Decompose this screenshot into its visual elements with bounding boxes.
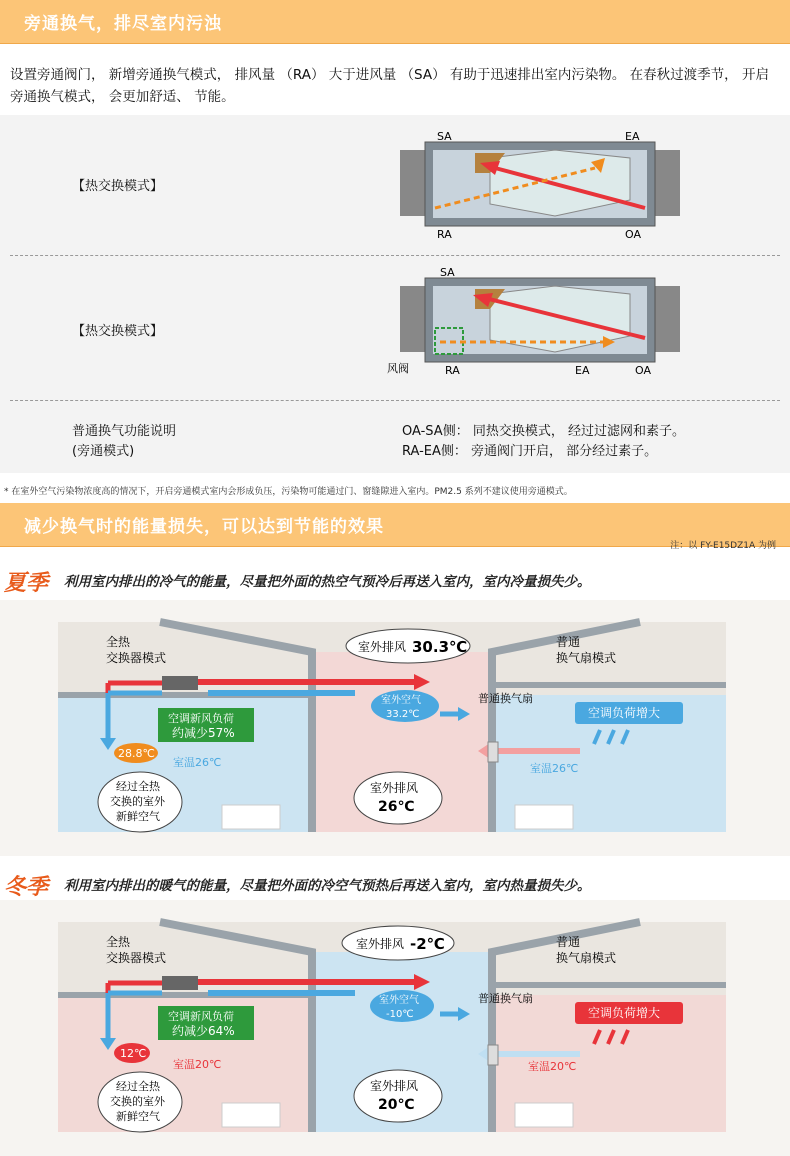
section-title: 减少换气时的能量损失，可以达到节能的效果 <box>24 517 384 537</box>
sofa-left <box>222 805 280 829</box>
exhaust-temp: -2℃ <box>410 935 445 953</box>
exhaust2-temp: 20℃ <box>378 1097 415 1113</box>
mode-label-1: 【热交换模式】 <box>72 179 164 194</box>
exhaust2-temp: 26℃ <box>378 799 415 815</box>
label-ea: EA <box>625 130 640 143</box>
oa-sa-desc: OA-SA侧： 同热交换模式， 经过过滤网和素子。 <box>402 424 685 439</box>
heat-exchanger-unit <box>162 976 198 990</box>
model-note: 注：以 FY-E15DZ1A 为例 <box>670 541 776 551</box>
hx-mode-2: 交换器模式 <box>106 651 167 665</box>
divider <box>10 400 780 401</box>
fan-unit <box>488 1045 498 1065</box>
exhaust-temp: 30.3℃ <box>412 638 468 656</box>
label-sa: SA <box>437 130 452 143</box>
label-oa: OA <box>625 228 641 241</box>
supply-temp: 12℃ <box>120 1047 147 1060</box>
normal-mode-2: 换气扇模式 <box>556 951 617 965</box>
hx-mode-1: 全热 <box>106 935 131 949</box>
normal-mode-2: 换气扇模式 <box>556 651 617 665</box>
fan-label: 普通换气扇 <box>478 992 533 1005</box>
mode-label-2: 【热交换模式】 <box>72 324 164 339</box>
bubble-text-2: 交换的室外 <box>110 1095 165 1108</box>
label-ra: RA <box>437 228 452 241</box>
outdoor-air-label: 室外空气 <box>381 695 421 706</box>
bubble-text-1: 经过全热 <box>116 1080 160 1093</box>
intro-text: 设置旁通阀门， 新增旁通换气模式， 排风量 （RA） 大于进风量 （SA） 有助于迅速排出室内污染物。 在春秋过渡季节， 开启旁通换气模式， 会更加舒适、 节能。 <box>10 67 769 105</box>
ac-load-text: 空调负荷增大 <box>588 1006 661 1020</box>
sofa-left <box>222 1103 280 1127</box>
label-oa: OA <box>635 364 651 377</box>
summer-diagram <box>0 600 790 856</box>
exhaust-label: 室外排风 <box>358 640 407 654</box>
room-temp-left: 室温26℃ <box>173 756 222 769</box>
supply-temp: 28.8℃ <box>118 747 155 760</box>
normal-mode-1: 普通 <box>556 635 581 649</box>
footnote: * 在室外空气污染物浓度高的情况下，开启旁通模式室内会形成负压，污染物可能通过门、窗缝隙进入室内。PM2.5 系列不建议使用旁通模式。 <box>4 487 573 497</box>
bubble-text-3: 新鲜空气 <box>116 1110 160 1123</box>
room-temp-right: 室温26℃ <box>530 762 579 775</box>
normal-mode-1: 普通 <box>556 935 581 949</box>
exhaust2-label: 室外排风 <box>370 1079 419 1093</box>
sofa-right <box>515 805 573 829</box>
ac-load-text: 空调负荷增大 <box>588 706 661 720</box>
outdoor-air-label: 室外空气 <box>379 995 419 1006</box>
bubble-text-3: 新鲜空气 <box>116 810 160 823</box>
fan-label: 普通换气扇 <box>478 692 533 705</box>
fan-unit <box>488 742 498 762</box>
divider <box>10 255 780 256</box>
exhaust2-bubble <box>354 772 442 824</box>
summer-desc: 利用室内排出的冷气的能量，尽量把外面的热空气预冷后再送入室内，室内冷量损失少。 <box>64 574 591 590</box>
load-text-1: 空调新风负荷 <box>168 1010 234 1023</box>
bypass-desc-sub: (旁通模式) <box>72 444 135 459</box>
section-header-bypass <box>0 0 790 44</box>
exhaust2-label: 室外排风 <box>370 781 419 795</box>
season-winter: 冬季 <box>4 875 49 900</box>
ra-ea-desc: RA-EA侧： 旁通阀门开启， 部分经过素子。 <box>402 444 658 459</box>
winter-desc: 利用室内排出的暖气的能量，尽量把外面的冷空气预热后再送入室内，室内热量损失少。 <box>64 878 591 894</box>
room-temp-right: 室温20℃ <box>528 1060 577 1073</box>
season-summer: 夏季 <box>4 571 49 596</box>
label-damper: 风阀 <box>387 362 409 375</box>
sofa-right <box>515 1103 573 1127</box>
load-text-2: 约减少57% <box>172 726 235 740</box>
unit-diagram-heat-exchange <box>395 128 695 243</box>
hx-mode-2: 交换器模式 <box>106 951 167 965</box>
unit-diagram-bypass <box>385 268 695 380</box>
label-ra: RA <box>445 364 460 377</box>
load-text-2: 约减少64% <box>172 1024 235 1038</box>
label-sa: SA <box>440 268 455 279</box>
outdoor-air-temp: -10℃ <box>386 1009 414 1020</box>
load-text-1: 空调新风负荷 <box>168 712 234 725</box>
winter-diagram <box>0 900 790 1149</box>
bubble-text-1: 经过全热 <box>116 780 160 793</box>
bubble-text-2: 交换的室外 <box>110 795 165 808</box>
hx-mode-1: 全热 <box>106 635 131 649</box>
label-ea: EA <box>575 364 590 377</box>
bypass-desc-title: 普通换气功能说明 <box>72 424 177 439</box>
exhaust-label: 室外排风 <box>356 937 405 951</box>
section-title: 旁通换气，排尽室内污浊 <box>24 14 222 34</box>
outdoor-air-temp: 33.2℃ <box>386 709 420 720</box>
room-temp-left: 室温20℃ <box>173 1058 222 1071</box>
heat-exchanger-unit <box>162 676 198 690</box>
exhaust2-bubble <box>354 1070 442 1122</box>
